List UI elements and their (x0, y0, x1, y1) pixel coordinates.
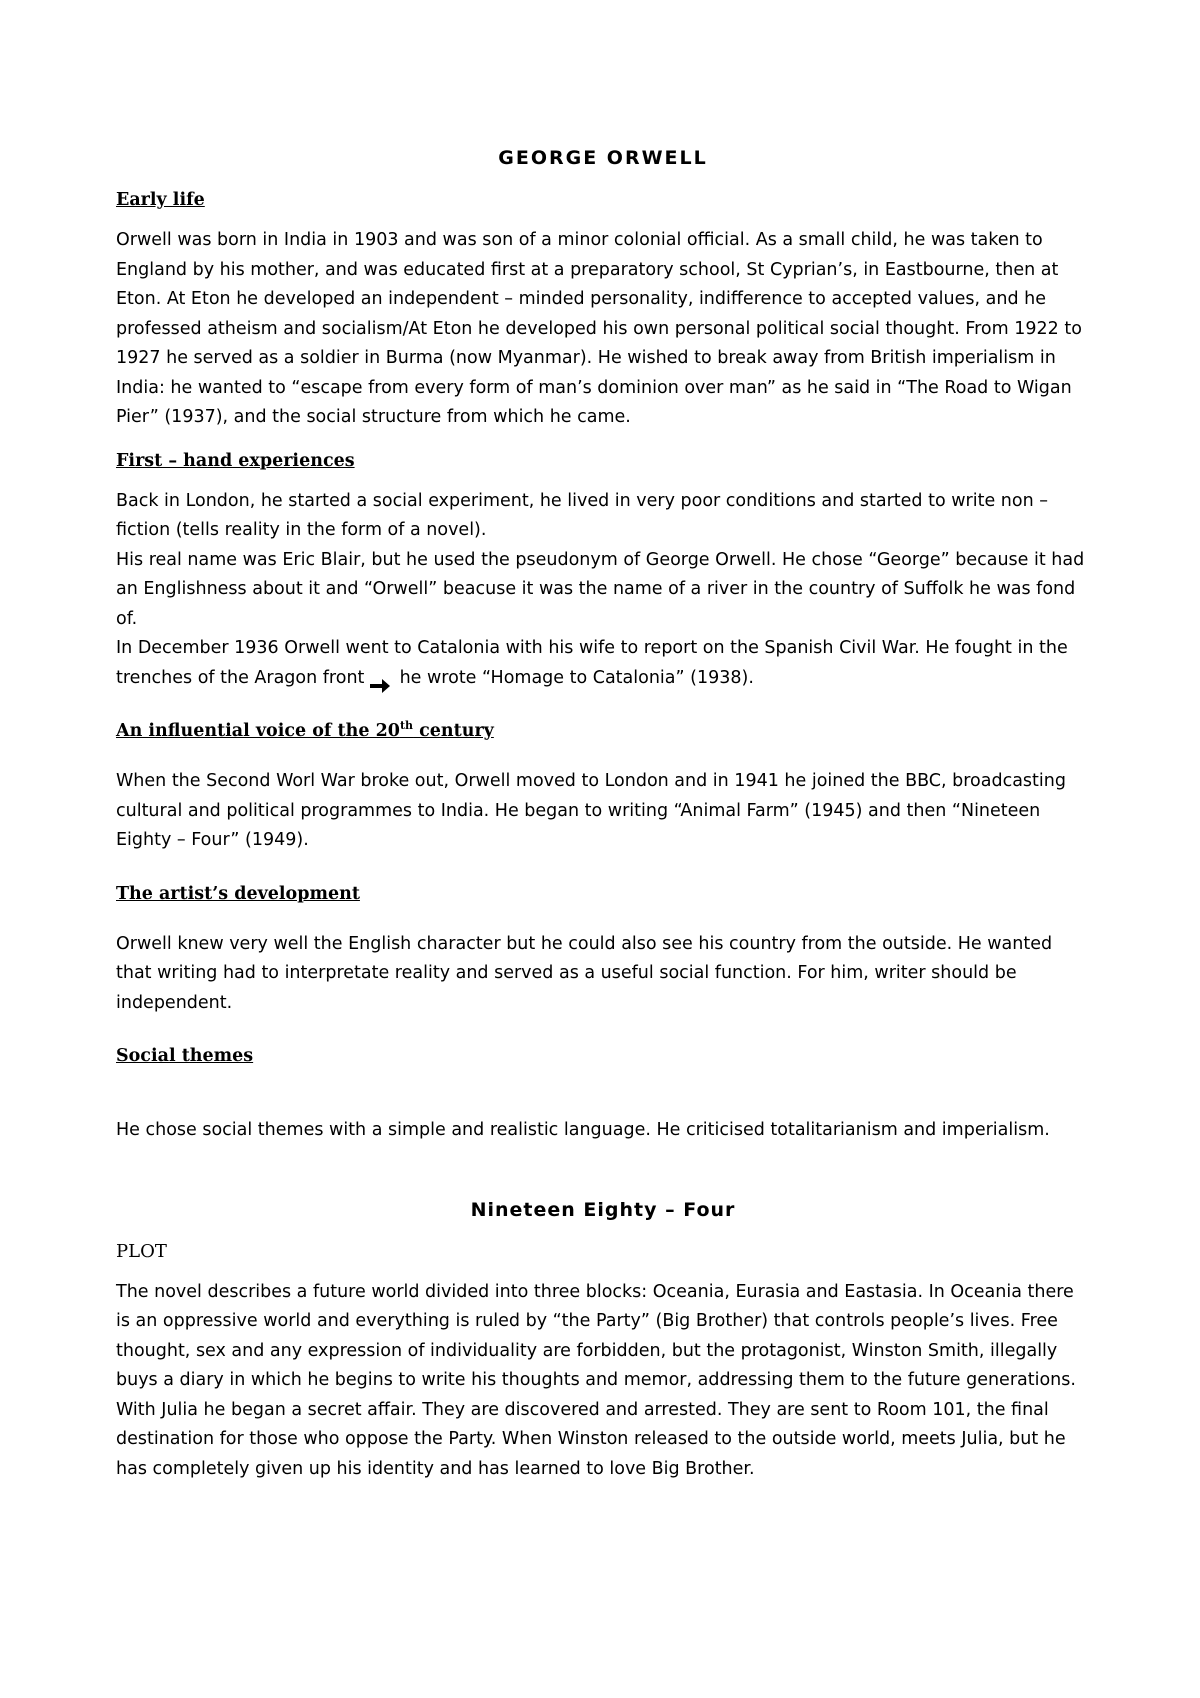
paragraph-social-experiment: Back in London, he started a social experiment, he lived in very poor conditions and started to write non – fiction (tells reality in the form of a novel). (116, 490, 1048, 540)
heading-artists-development: The artist’s development (116, 883, 360, 904)
heading-first-hand-experiences: First – hand experiences (116, 450, 355, 471)
heading-influential-voice-text: An influential voice of the 20 (116, 721, 400, 741)
heading-superscript: th (399, 719, 414, 733)
right-arrow-icon (370, 673, 394, 683)
paragraph-plot: The novel describes a future world divided into three blocks: Oceania, Eurasia and Eastasia. In Oceania there is an oppressive world and everything is ruled by “the Party” (Big Brother) that controls people’s lives. Free thought, sex and any expression of individuality are forbidden, but the protagonist, Winston Smith, illegally buys a diary in which he begins to write his thoughts and memor, addressing them to the future generations. With Julia he began a secret affair. They are discovered and arrested. They are sent to Room 101, the final destination for those who oppose the Party. When Winston released to the outside world, meets Julia, but he has completely given up his identity and has learned to love Big Brother. (116, 1281, 1076, 1479)
paragraph-pseudonym: His real name was Eric Blair, but he used the pseudonym of George Orwell. He chose “George” because it had an Englishness about it and “Orwell” beacuse it was the name of a river in the country of Suffolk he was fond of. (116, 549, 1085, 629)
paragraph-early-life: Orwell was born in India in 1903 and was son of a minor colonial official. As a small child, he was taken to England by his mother, and was educated first at a preparatory school, St Cyprian’s, in Eastbourne, then at Eton. At Eton he developed an independent – minded personality, indifference to accepted values, and he professed atheism and socialism/At Eton he developed his own personal political social thought. From 1922 to 1927 he served as a soldier in Burma (now Myanmar). He wished to break away from British imperialism in India: he wanted to “escape from every form of man’s dominion over man” as he said in “The Road to Wigan Pier” (1937), and the social structure from which he came. (116, 230, 1082, 427)
catalonia-text-before: In December 1936 Orwell went to Catalonia with his wife to report on the Spanish Civil War. He fought in the trenches of the Aragon front (116, 638, 1068, 688)
paragraph-catalonia (116, 634, 1090, 693)
paragraph-artists-development: Orwell knew very well the English character but he could also see his country from the outside. He wanted that writing had to interpretate reality and served as a useful social function. For him, writer should be independent. (116, 933, 1053, 1013)
novel-title: Nineteen Eighty – Four (470, 1198, 736, 1221)
heading-social-themes: Social themes (116, 1046, 254, 1066)
heading-influential-voice (116, 717, 1090, 745)
catalonia-text-after: he wrote “Homage to Catalonia” (1938). (399, 667, 754, 688)
plot-label: PLOT (116, 1240, 167, 1262)
paragraph-social-themes: He chose social themes with a simple and realistic language. He criticised totalitarianism and imperialism. (116, 1120, 1050, 1140)
heading-early-life: Early life (116, 190, 205, 210)
document-title: GEORGE ORWELL (498, 147, 708, 169)
heading-influential-voice-suffix: century (413, 721, 494, 741)
paragraph-influential-voice: When the Second Worl War broke out, Orwell moved to London and in 1941 he joined the BBC, broadcasting cultural and political programmes to India. He began to writing “Animal Farm” (1945) and then “Nineteen Eighty – Four” (1949). (116, 771, 1066, 850)
